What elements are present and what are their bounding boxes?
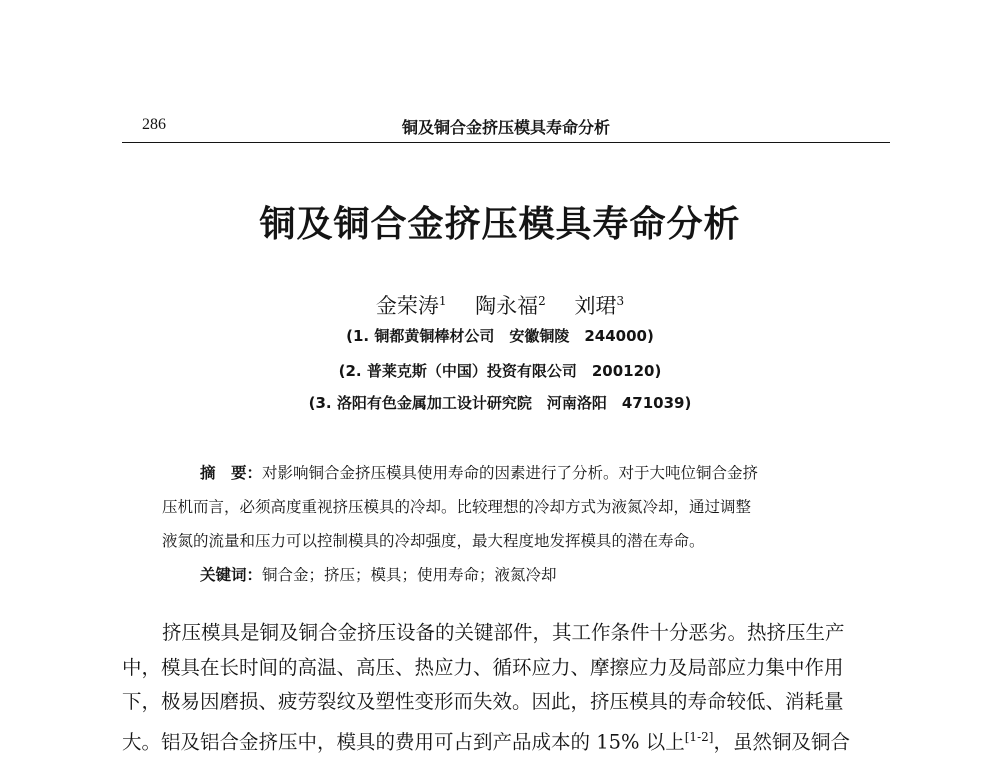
running-title: 铜及铜合金挤压模具寿命分析 (401, 118, 610, 137)
author-3-name: 刘珺 (574, 294, 617, 318)
abstract-text-1: 对影响铜合金挤压模具使用寿命的因素进行了分析。对于大吨位铜合金挤 (262, 464, 759, 482)
author-list (0, 290, 1000, 320)
body-line-4-tail: ，虽然铜及铜合 (713, 730, 850, 753)
abstract-label: 摘 要： (200, 464, 263, 482)
author-3-sup: 3 (616, 294, 625, 308)
header-rule (122, 142, 890, 143)
author-1-name: 金荣涛 (375, 294, 439, 318)
author-2-name: 陶永福 (475, 294, 539, 318)
body-line-2: 中，模具在长时间的高温、高压、热应力、循环应力、摩擦应力及局部应力集中作用 (122, 655, 844, 679)
author-1 (376, 294, 447, 318)
author-3 (575, 294, 625, 318)
abstract-line-2: 压机而言，必须高度重视挤压模具的冷却。比较理想的冷却方式为液氮冷却，通过调整 (162, 498, 752, 516)
citation: [1-2] (684, 729, 714, 744)
abstract-line-3: 液氮的流量和压力可以控制模具的冷却强度，最大程度地发挥模具的潜在寿命。 (162, 532, 705, 550)
keywords-text: 铜合金；挤压；模具；使用寿命；液氮冷却 (262, 566, 557, 584)
affiliation-1: (1. 铜都黄铜棒材公司 安徽铜陵 244000) (346, 327, 654, 345)
body-line-1: 挤压模具是铜及铜合金挤压设备的关键部件，其工作条件十分恶劣。热挤压生产 (162, 621, 845, 644)
author-1-sup: 1 (438, 294, 447, 308)
author-2 (475, 294, 546, 318)
affiliation-3: (3. 洛阳有色金属加工设计研究院 河南洛阳 471039) (308, 394, 692, 412)
paper-title: 铜及铜合金挤压模具寿命分析 (259, 203, 741, 245)
page-number: 286 (142, 116, 166, 133)
abstract (162, 456, 900, 592)
keywords-line (200, 558, 900, 592)
body-line-4-text: 大。铝及铝合金挤压中，模具的费用可占到产品成本的 15% 以上 (122, 730, 685, 753)
body-line-3: 下，极易因磨损、疲劳裂纹及塑性变形而失效。因此，挤压模具的寿命较低、消耗量 (122, 690, 844, 713)
body-text (122, 616, 890, 760)
author-2-sup: 2 (538, 294, 546, 308)
running-header (122, 112, 890, 136)
keywords-label: 关键词： (200, 566, 263, 584)
abstract-line-1 (200, 456, 900, 490)
affiliation-2: (2. 普莱克斯（中国）投资有限公司 200120) (338, 362, 662, 380)
body-line-4 (122, 720, 890, 760)
